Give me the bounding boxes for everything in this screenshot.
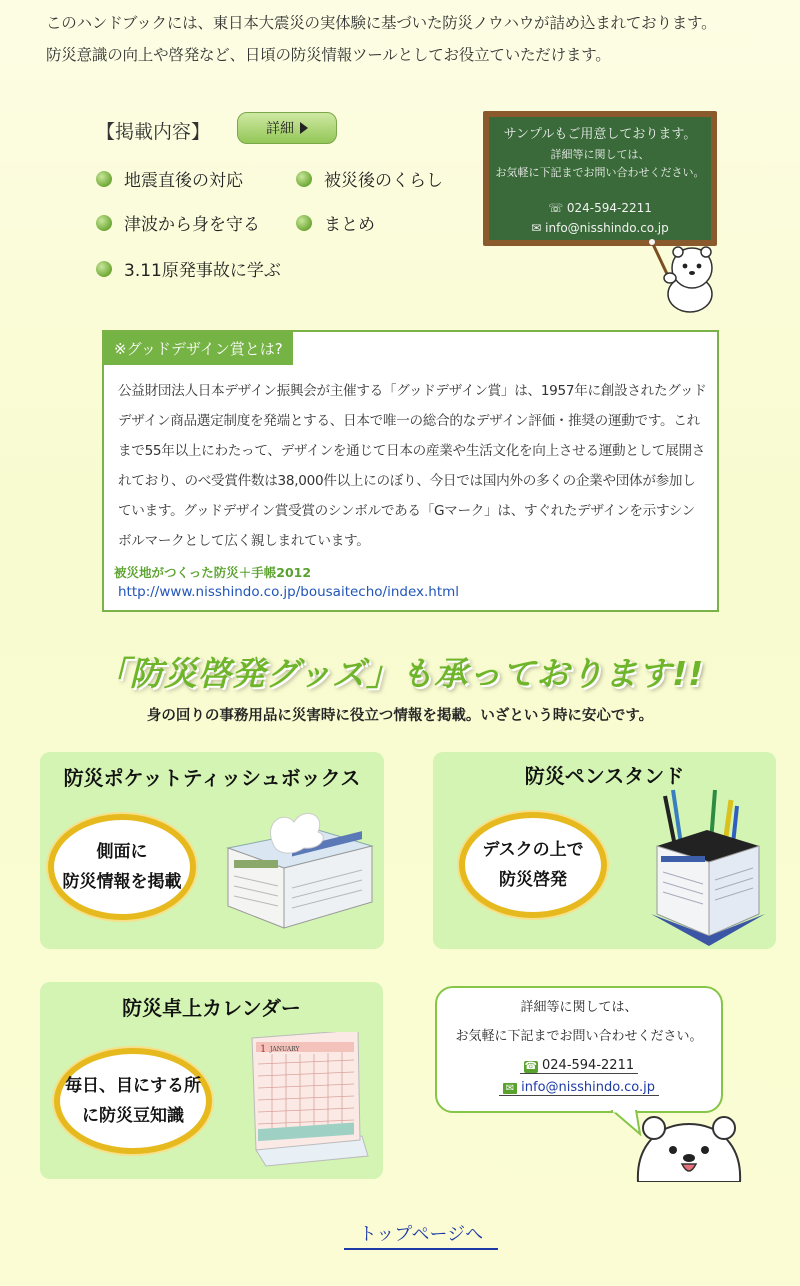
bubble-line-2: お気軽に下記までお問い合わせください。 — [455, 1029, 703, 1044]
contents-item: 3.11原発事故に学ぶ — [96, 256, 281, 281]
contents-item: 被災後のくらし — [296, 166, 443, 191]
intro-line-1: このハンドブックには、東日本大震災の実体験に基づいた防災ノウハウが詰め込まれております。 — [46, 14, 717, 32]
bullet-icon — [96, 261, 112, 277]
good-design-description: 公益財団法人日本デザイン振興会が主催する「グッドデザイン賞」は、1957年に創設されたグッドデザイン商品選定制度を発端とする、日本で唯一の総合的なデザイン評価・推奨の運動です。これまで55年以上にわたって、デザインを通じて日本の産業や生活文化を向上させる運動として展開されており、のべ受賞件数は38,000件以上にのぼり、今日では国内外の多くの企業や団体が参加しています。グッドデザイン賞受賞のシンボルである「Gマーク」は、すぐれたデザインを示すシンボルマークとして広く親しまれています。 — [118, 383, 707, 549]
product-title: 防災卓上カレンダー — [122, 996, 301, 1020]
top-page-link[interactable]: トップページへ — [344, 1220, 498, 1250]
board-email: ✉ info@nisshindo.co.jp — [531, 221, 669, 235]
phone-icon: ☏ — [548, 201, 564, 215]
calendar-month-name: JANUARY — [270, 1046, 300, 1053]
mail-icon: ✉ — [531, 221, 542, 235]
contents-item: 津波から身を守る — [96, 210, 260, 235]
bullet-icon — [296, 215, 312, 231]
goods-subheading: 身の回りの事務用品に災害時に役立つ情報を掲載。いざという時に安心です。 — [146, 708, 654, 724]
contents-heading: 【掲載内容】 — [96, 121, 211, 143]
good-design-info-box — [102, 330, 719, 612]
mail-icon: ✉ — [503, 1083, 517, 1094]
bubble-email[interactable]: ✉ info@nisshindo.co.jp — [499, 1080, 659, 1096]
bubble-line-1: 詳細等に関しては、 — [520, 1000, 638, 1015]
detail-button[interactable] — [237, 112, 337, 144]
product-card-desk-calendar — [40, 982, 383, 1179]
product-title: 防災ポケットティッシュボックス — [63, 766, 361, 790]
intro-line-2: 防災意識の向上や啓発など、日頃の防災情報ツールとしてお役立ていただけます。 — [46, 46, 611, 64]
play-arrow-icon — [300, 122, 308, 134]
bubble-phone: ☎ 024-594-2211 — [520, 1058, 638, 1074]
polar-bear-pointer-illustration — [640, 236, 722, 314]
product-card-tissue-box — [40, 752, 384, 949]
phone-icon: ☎ — [524, 1061, 538, 1072]
detail-button-label: 詳細 — [266, 121, 294, 137]
tissue-box-image — [222, 802, 378, 930]
board-phone: ☏ 024-594-2211 — [548, 201, 652, 215]
desk-calendar-image — [246, 1032, 372, 1167]
contents-item: まとめ — [296, 210, 375, 235]
bullet-icon — [96, 215, 112, 231]
product-feature-oval: 側面に 防災情報を掲載 — [48, 814, 196, 920]
contents-item: 地震直後の対応 — [96, 166, 243, 191]
contact-speech-bubble — [435, 986, 723, 1113]
product-feature-oval: 毎日、目にする所 に防災豆知識 — [54, 1048, 212, 1154]
good-design-tab-label: ※グッドデザイン賞とは? — [104, 332, 293, 365]
handbook-link-title: 被災地がつくった防災＋手帳2012 — [114, 565, 312, 580]
handbook-link[interactable]: http://www.nisshindo.co.jp/bousaitecho/index.html — [118, 584, 460, 600]
sample-chalkboard: サンプルもご用意しております。 詳細等に関しては、 お気軽に下記までお問い合わせください。 ☏ 024-594-2211 ✉ info@nisshindo.co.jp — [483, 111, 717, 246]
product-card-pen-stand — [433, 752, 776, 949]
polar-bear-illustration — [628, 1112, 750, 1182]
goods-heading: 「防災啓発グッズ」も承っております!! — [95, 654, 705, 693]
bullet-icon — [296, 171, 312, 187]
bullet-icon — [96, 171, 112, 187]
product-title: 防災ペンスタンド — [524, 764, 685, 788]
product-feature-oval: デスクの上で 防災啓発 — [459, 812, 607, 918]
pen-stand-image — [647, 786, 767, 946]
calendar-month-number: 1 — [260, 1044, 267, 1055]
